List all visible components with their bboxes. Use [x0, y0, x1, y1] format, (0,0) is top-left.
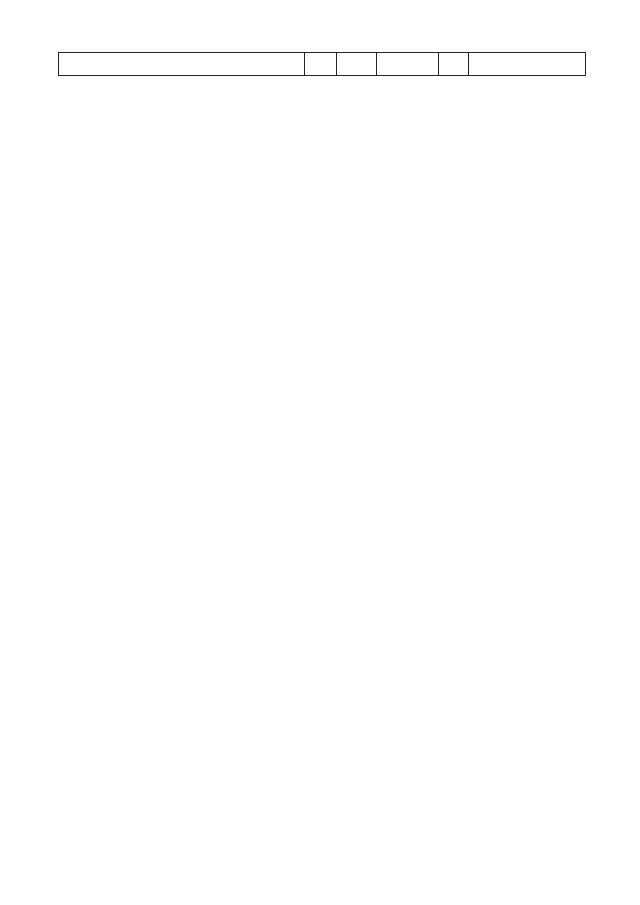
header-col-2	[305, 53, 337, 75]
header-col-6	[469, 53, 585, 75]
header-col-4	[377, 53, 439, 75]
header-col-3	[337, 53, 377, 75]
header-col-5	[439, 53, 469, 75]
table-header	[58, 52, 586, 76]
header-col-1	[59, 53, 305, 75]
